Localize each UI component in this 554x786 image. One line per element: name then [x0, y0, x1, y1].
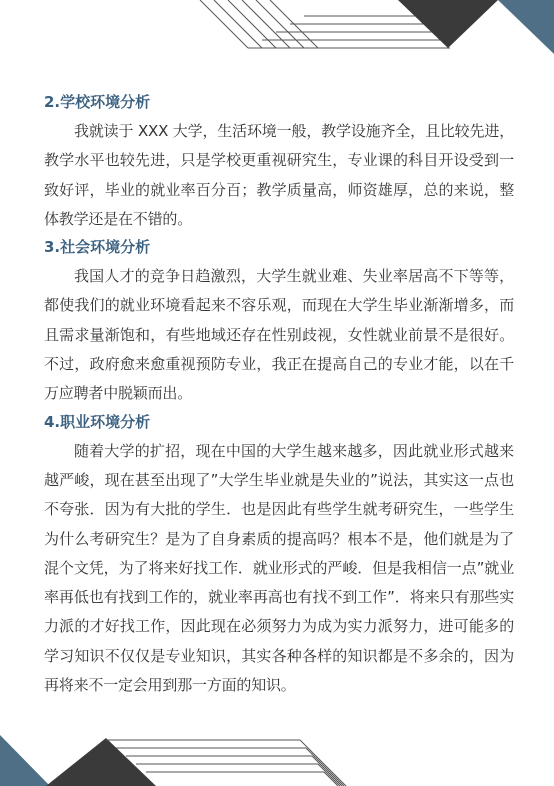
section-heading: 4.职业环境分析: [44, 412, 151, 431]
section-school-environment: [44, 90, 514, 234]
section-social-environment: [44, 235, 514, 408]
section-paragraph: 我就读于 XXX 大学，生活环境一般，教学设施齐全，且比较先进，教学水平也较先进，只是学校更重视研究生，专业课的科目开设受到一致好评，毕业的就业率百分百；教学质量高，师资雄厚，总的来说，整体教学还是在不错的。: [44, 122, 514, 228]
section-paragraph: 我国人才的竞争日趋激烈，大学生就业难、失业率居高不下等等，都使我们的就业环境看起来不容乐观，而现在大学生毕业渐渐增多，而且需求量渐饱和，有些地域还存在性别歧视，女性就业前景不是很好。不过，政府愈来愈重视预防专业，我正在提高自己的专业才能，以在千万应聘者中脱颖而出。: [44, 267, 514, 403]
bottom-left-decoration: [0, 735, 346, 786]
section-career-environment: [44, 410, 514, 701]
section-heading: 2.学校环境分析: [44, 93, 151, 111]
section-paragraph: 随着大学的扩招，现在中国的大学生越来越多，因此就业形式越来越严峻，现在甚至出现了”大学生毕业就是失业的”说法，其实这一点也不夸张．因为有大批的学生．也是因此有些学生就考研究生，一些学生为什么考研究生？是为了自身素质的提高吗？根本不是，他们就是为了混个文凭，为了将来好找工作．就业形式的严峻．但是我相信一点”就业率再低也有找到工作的，就业率再高也有找不到工作”．将来只有那些实力派的才好找工作，因此现在必须努力为成为实力派努力，进可能多的学习知识不仅仅是专业知识，其实各种各样的知识都是不多余的，因为再将来不一定会用到那一方面的知识。: [44, 441, 514, 695]
document-body: [44, 90, 514, 701]
section-heading: 3.社会环境分析: [44, 238, 151, 257]
top-right-decoration: [200, 0, 554, 54]
